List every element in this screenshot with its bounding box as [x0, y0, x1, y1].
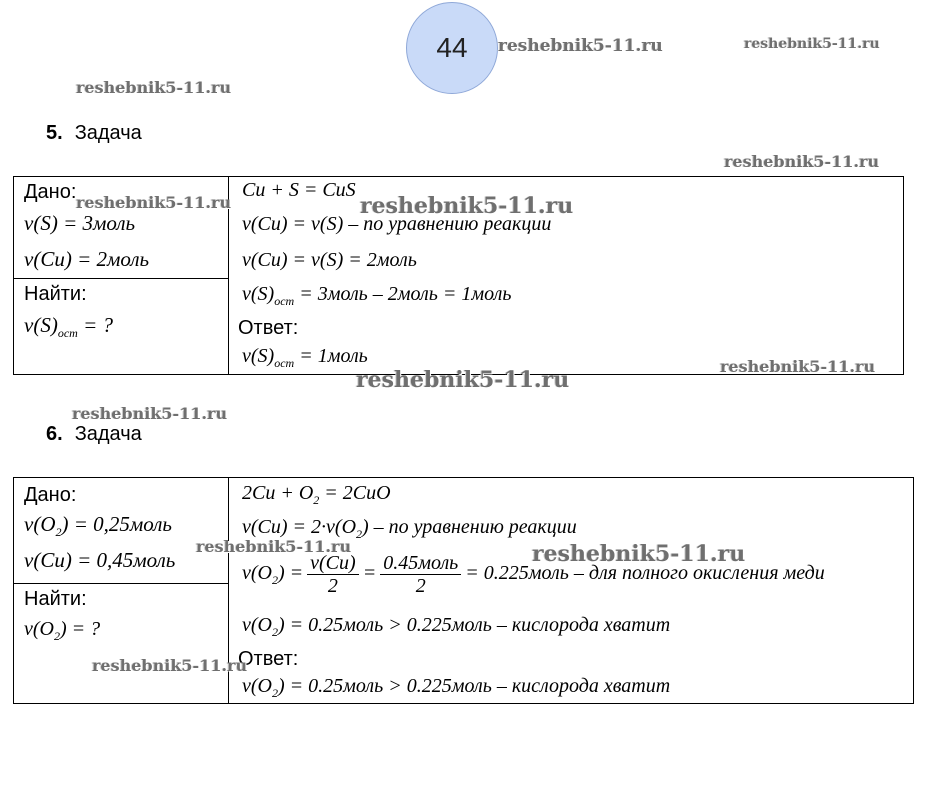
- watermark: reshebnik5-11.ru: [360, 193, 574, 219]
- watermark: reshebnik5-11.ru: [724, 152, 880, 171]
- task5-given-label: Дано:: [24, 181, 77, 203]
- task5-heading: [46, 122, 142, 145]
- task5-find: $\nu(S)_{ост}$ = ?: [24, 313, 113, 341]
- task5-number: 5.: [46, 122, 63, 144]
- task6-number: 6.: [46, 423, 63, 445]
- task6-answer-label: Ответ:: [238, 648, 299, 670]
- task6-title: Задача: [74, 423, 142, 445]
- page-number: 44: [436, 32, 468, 63]
- task6-solution-2: $\nu(Cu) = 2\cdot\nu(O_2)$ – по уравнению реакции: [242, 516, 577, 541]
- task5-solution-2: ν(Cu) = ν(S) – по уравнению реакции: [242, 213, 552, 235]
- task5-solution-1: Cu + S = CuS: [242, 179, 356, 201]
- task6-given-1: $\nu(O_2)$ = 0,25моль: [24, 512, 172, 540]
- task6-answer: $\nu(O_2)$ = 0.25моль > 0.225моль – кислорода хватит: [242, 675, 671, 700]
- watermark: reshebnik5-11.ru: [744, 36, 880, 52]
- task5-divider: [14, 278, 228, 279]
- task6-solution-3: $\nu(O_2)$ = $\frac{\nu(Cu)}{2}$ = $\frac{\text{0.45моль}}{2}$ = 0.225моль – для полного окисления меди: [242, 552, 825, 597]
- watermark: reshebnik5-11.ru: [76, 193, 232, 212]
- task6-find-label: Найти:: [24, 588, 87, 610]
- task6-heading: [46, 423, 142, 446]
- task5-title: Задача: [74, 122, 142, 144]
- task5-answer: $\nu(S)_{ост}$ = 1моль: [242, 345, 368, 370]
- task5-solution-4: $\nu(S)_{ост}$ = 3моль – 2моль = 1моль: [242, 283, 512, 308]
- task6-divider: [14, 583, 228, 584]
- watermark: reshebnik5-11.ru: [72, 404, 228, 423]
- watermark: reshebnik5-11.ru: [498, 36, 663, 56]
- task6-given-label: Дано:: [24, 484, 77, 506]
- task5-answer-label: Ответ:: [238, 317, 299, 339]
- task5-given-1: ν(S) = 3моль: [24, 211, 136, 235]
- task6-solution-4: $\nu(O_2)$ = 0.25моль > 0.225моль – кислорода хватит: [242, 614, 671, 639]
- task6-solution-1: $2Cu + O_2 = 2CuO$: [242, 482, 391, 507]
- watermark: reshebnik5-11.ru: [76, 78, 232, 97]
- task5-solution-3: ν(Cu) = ν(S) = 2моль: [242, 249, 417, 271]
- watermark: reshebnik5-11.ru: [720, 357, 876, 376]
- task6-find: $\nu(O_2)$ = ?: [24, 618, 101, 643]
- task5-given-2: ν(Cu) = 2моль: [24, 247, 150, 271]
- page-number-badge: [406, 2, 498, 94]
- watermark: reshebnik5-11.ru: [92, 656, 248, 675]
- task6-given-2: ν(Cu) = 0,45моль: [24, 548, 176, 572]
- watermark: reshebnik5-11.ru: [196, 537, 352, 556]
- watermark: reshebnik5-11.ru: [532, 541, 746, 567]
- task5-find-label: Найти:: [24, 283, 87, 305]
- watermark: reshebnik5-11.ru: [356, 367, 570, 393]
